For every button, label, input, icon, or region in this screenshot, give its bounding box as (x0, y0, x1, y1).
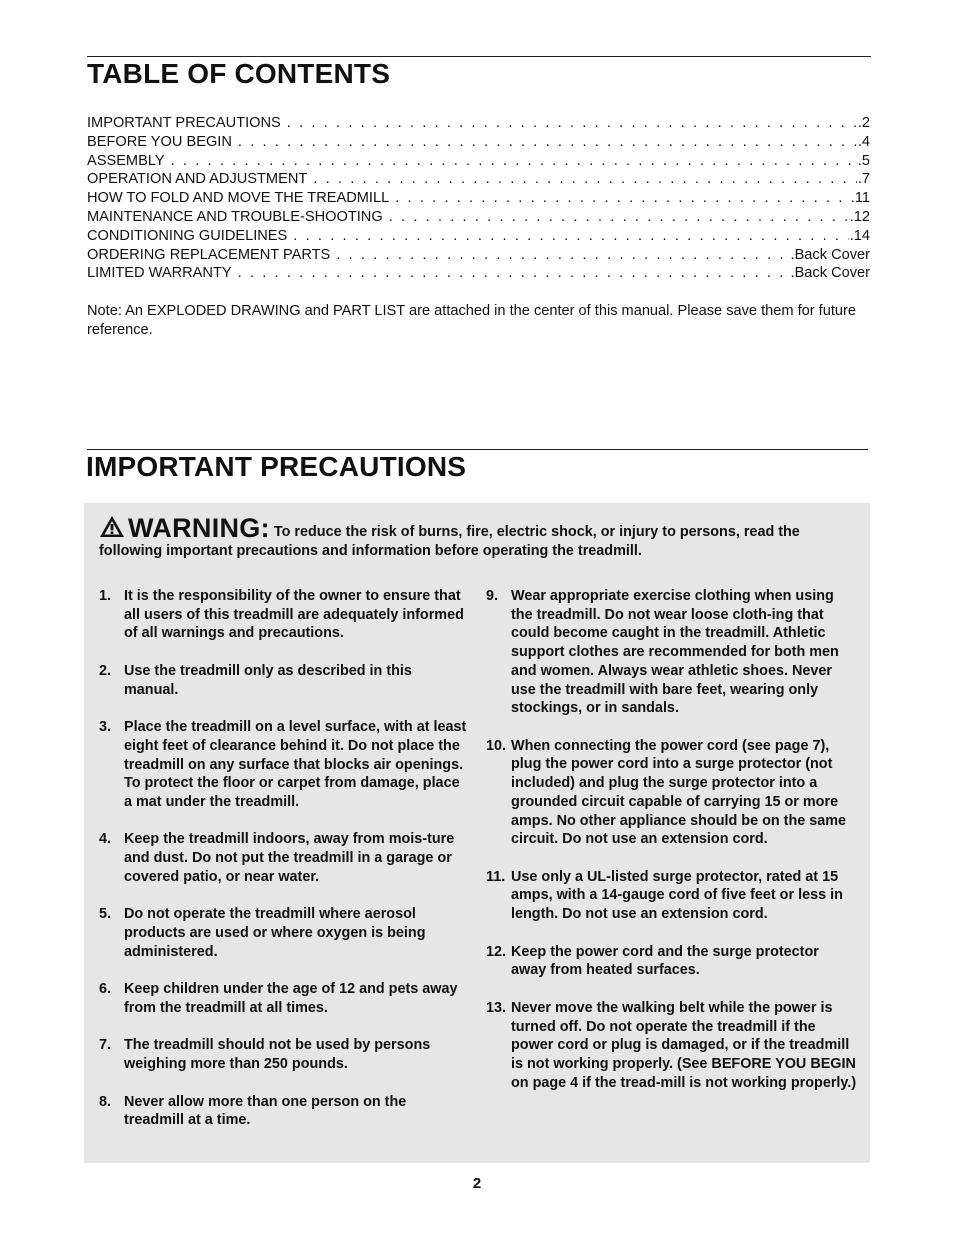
toc-entry[interactable] (87, 227, 870, 246)
list-item-text: Use only a UL-listed surge protector, rated at 15 amps, with a 14-gauge cord of five feet or less in length. Do not use an extension cord. (511, 868, 843, 923)
toc-entry[interactable] (87, 208, 870, 227)
list-item (99, 662, 470, 699)
toc-entry-title: ORDERING REPLACEMENT PARTS (87, 246, 331, 263)
toc-leader-dots (336, 246, 789, 265)
page-number: 2 (472, 1175, 482, 1192)
toc-entry[interactable] (87, 246, 870, 265)
toc-heading: TABLE OF CONTENTS (87, 58, 391, 89)
list-item-text: Never move the walking belt while the power is turned off. Do not operate the treadmill if the power cord or plug is damaged, or if the treadmill is not working properly. (See BEFORE YOU BEGIN on page 4 if the tread-mill is not working properly.) (511, 999, 857, 1091)
list-item (99, 1036, 470, 1073)
toc-entry-page: .Back Cover (790, 246, 870, 263)
precautions-top-rule (87, 449, 868, 450)
toc-entry-title: HOW TO FOLD AND MOVE THE TREADMILL (87, 190, 390, 207)
list-item-text: When connecting the power cord (see page 7), plug the power cord into a surge protector (not included) and plug the surge protector into a grounded circuit capable of carrying 15 or more amps. No other appliance should be on the same circuit. Do not use an extension cord. (511, 737, 847, 848)
list-item-text: Wear appropriate exercise clothing when using the treadmill. Do not wear loose cloth-ing that could become caught in the treadmill. Athletic support clothes are recommended for both men and women. Always wear athletic shoes. Never use the treadmill with bare feet, wearing only stockings, or in sandals. (511, 588, 839, 717)
list-item-number: 9. (486, 588, 499, 604)
toc-leader-dots (293, 227, 848, 246)
list-item (486, 999, 858, 1093)
list-item-number: 5. (99, 906, 112, 923)
toc-entry[interactable] (87, 189, 870, 208)
toc-entry-title: ASSEMBLY (87, 152, 165, 169)
list-item-number: 2. (99, 662, 112, 679)
list-item-text: The treadmill should not be used by persons weighing more than 250 pounds. (124, 1037, 431, 1073)
warning-triangle-icon (99, 515, 125, 538)
list-item-text: Do not operate the treadmill where aerosol products are used or where oxygen is being administered. (124, 906, 426, 960)
toc-entry-page: .2 (857, 115, 870, 131)
toc-entry-page: .7 (857, 171, 870, 188)
list-item-number: 4. (99, 831, 112, 848)
toc-list (87, 114, 870, 283)
list-item (99, 830, 470, 886)
list-item (486, 868, 858, 924)
list-item-number: 12. (486, 943, 507, 960)
list-item-number: 10. (486, 737, 507, 754)
list-item (486, 943, 858, 980)
list-item-text: Keep children under the age of 12 and pets away from the treadmill at all times. (124, 981, 458, 1016)
toc-entry-title: CONDITIONING GUIDELINES (87, 227, 288, 244)
list-item (486, 587, 858, 718)
list-item (99, 905, 470, 961)
toc-entry-page: .4 (857, 133, 870, 150)
toc-entry[interactable] (87, 152, 870, 171)
toc-entry[interactable] (87, 133, 870, 152)
list-item-number: 11. (486, 868, 506, 885)
toc-entry-title: IMPORTANT PRECAUTIONS (87, 115, 281, 131)
toc-entry[interactable] (87, 114, 870, 133)
toc-entry-page: .5 (857, 152, 870, 169)
warning-text: To reduce the risk of burns, fire, electric shock, or injury to persons, read the following important precautions and information before operating the treadmill. (99, 524, 800, 559)
list-item (486, 737, 858, 849)
list-item-number: 6. (99, 981, 112, 998)
toc-entry-page: .11 (850, 190, 870, 207)
precautions-column-left (99, 587, 470, 1149)
precautions-heading: IMPORTANT PRECAUTIONS (86, 451, 467, 482)
list-item-text: Never allow more than one person on the treadmill at a time. (124, 1093, 407, 1129)
list-item-number: 1. (99, 588, 112, 604)
list-item-text: Keep the power cord and the surge protector away from heated surfaces. (511, 943, 819, 979)
warning-label: WARNING: (128, 513, 270, 543)
toc-leader-dots (389, 208, 849, 227)
list-item-text: Use the treadmill only as described in this manual. (124, 662, 412, 698)
precautions-column-right (486, 587, 858, 1111)
list-item (99, 718, 470, 812)
toc-leader-dots (395, 189, 850, 208)
toc-leader-dots (313, 170, 857, 189)
list-item-text: It is the responsibility of the owner to ensure that all users of this treadmill are adequately informed of all warnings and precautions. (124, 588, 464, 642)
list-item-number: 7. (99, 1037, 112, 1054)
toc-entry[interactable] (87, 264, 870, 283)
toc-note: Note: An EXPLODED DRAWING and PART LIST are attached in the center of this manual. Please save them for future reference. (87, 303, 856, 338)
toc-entry-page: .Back Cover (790, 265, 870, 282)
toc-entry-title: LIMITED WARRANTY (87, 265, 232, 282)
list-item-number: 13. (486, 999, 507, 1016)
toc-entry-page: .14 (849, 227, 870, 244)
list-item (99, 1093, 470, 1130)
list-item-number: 8. (99, 1093, 112, 1110)
list-item-text: Place the treadmill on a level surface, with at least eight feet of clearance behind it. Do not place the treadmill on any surface that blocks air openings. To protect the floor or carpet from damage, place a mat under the treadmill. (124, 719, 467, 810)
toc-entry[interactable] (87, 170, 870, 189)
list-item (99, 587, 470, 643)
list-item (99, 980, 470, 1017)
list-item-number: 3. (99, 719, 112, 736)
warning-statement (99, 515, 859, 561)
toc-top-rule (87, 56, 871, 57)
list-item-text: Keep the treadmill indoors, away from mois-ture and dust. Do not put the treadmill in a garage or covered patio, or near water. (124, 831, 455, 885)
precautions-panel (84, 503, 870, 1163)
toc-entry-title: MAINTENANCE AND TROUBLE-SHOOTING (87, 208, 383, 225)
toc-leader-dots (287, 114, 857, 133)
toc-entry-title: BEFORE YOU BEGIN (87, 133, 232, 150)
toc-entry-page: .12 (849, 208, 870, 225)
toc-leader-dots (238, 264, 790, 283)
toc-entry-title: OPERATION AND ADJUSTMENT (87, 171, 308, 188)
toc-leader-dots (238, 133, 857, 152)
toc-leader-dots (171, 152, 857, 171)
